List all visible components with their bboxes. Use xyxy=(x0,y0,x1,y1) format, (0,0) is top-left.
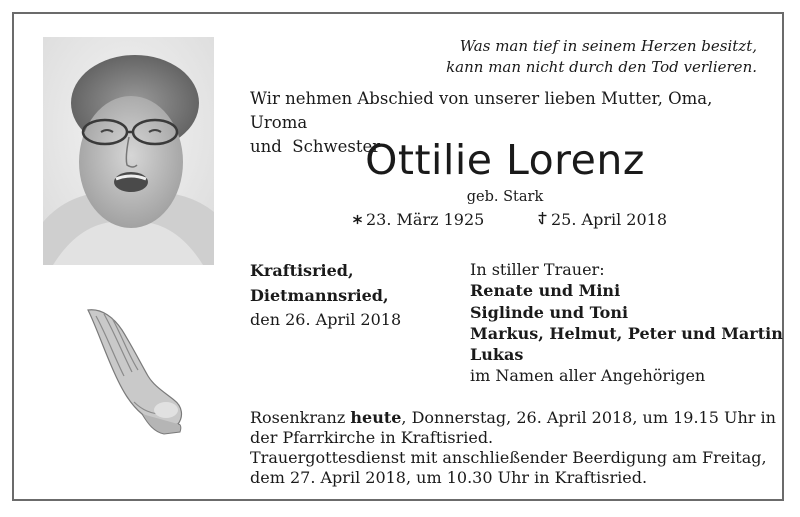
rosary-location: der Pfarrkirche in Kraftisried. xyxy=(250,428,494,447)
intro-line-2: und Schwester xyxy=(250,137,381,156)
place-line-1: Kraftisried, xyxy=(250,261,354,280)
mourners-closing: im Namen aller Angehörigen xyxy=(470,366,706,386)
service-info xyxy=(250,408,780,488)
funeral-line: Trauergottesdienst mit anschließender Beerdigung am Freitag, xyxy=(250,448,767,467)
praying-hands-icon xyxy=(78,306,186,436)
star-icon xyxy=(352,208,363,232)
mourner-name: Lukas xyxy=(470,345,524,365)
mourners-heading: In stiller Trauer: xyxy=(470,260,605,279)
mourner-name: Siglinde und Toni xyxy=(470,302,629,322)
mourners-list xyxy=(470,259,783,387)
rosary-line xyxy=(250,408,780,428)
death-date xyxy=(537,208,667,232)
birth-date xyxy=(352,208,484,232)
rosary-label: Rosenkranz xyxy=(250,408,351,427)
memorial-quote xyxy=(446,36,757,78)
deceased-name: Ottilie Lorenz xyxy=(365,136,645,184)
death-date-text: 25. April 2018 xyxy=(551,210,668,229)
place-date-line: den 26. April 2018 xyxy=(250,310,402,329)
cross-icon xyxy=(537,208,548,232)
place-and-date xyxy=(250,259,401,333)
place-line-2: Dietmannsried, xyxy=(250,285,389,305)
rosary-details: , Donnerstag, 26. April 2018, um 19.15 Uhr in xyxy=(401,408,776,427)
mourner-name: Renate und Mini xyxy=(470,281,621,301)
mourner-name: Markus, Helmut, Peter und Martin xyxy=(470,323,783,343)
rosary-today: heute xyxy=(350,408,402,427)
portrait-photo xyxy=(43,37,214,265)
intro-line-1: Wir nehmen Abschied von unserer lieben Mutter, Oma, Uroma xyxy=(250,89,713,132)
quote-line-2: kann man nicht durch den Tod verlieren. xyxy=(446,58,757,76)
birth-name: geb. Stark xyxy=(466,189,544,205)
quote-line-1: Was man tief in seinem Herzen besitzt, xyxy=(459,37,757,55)
birth-date-text: 23. März 1925 xyxy=(366,210,485,229)
funeral-details: dem 27. April 2018, um 10.30 Uhr in Kraftisried. xyxy=(250,468,648,487)
